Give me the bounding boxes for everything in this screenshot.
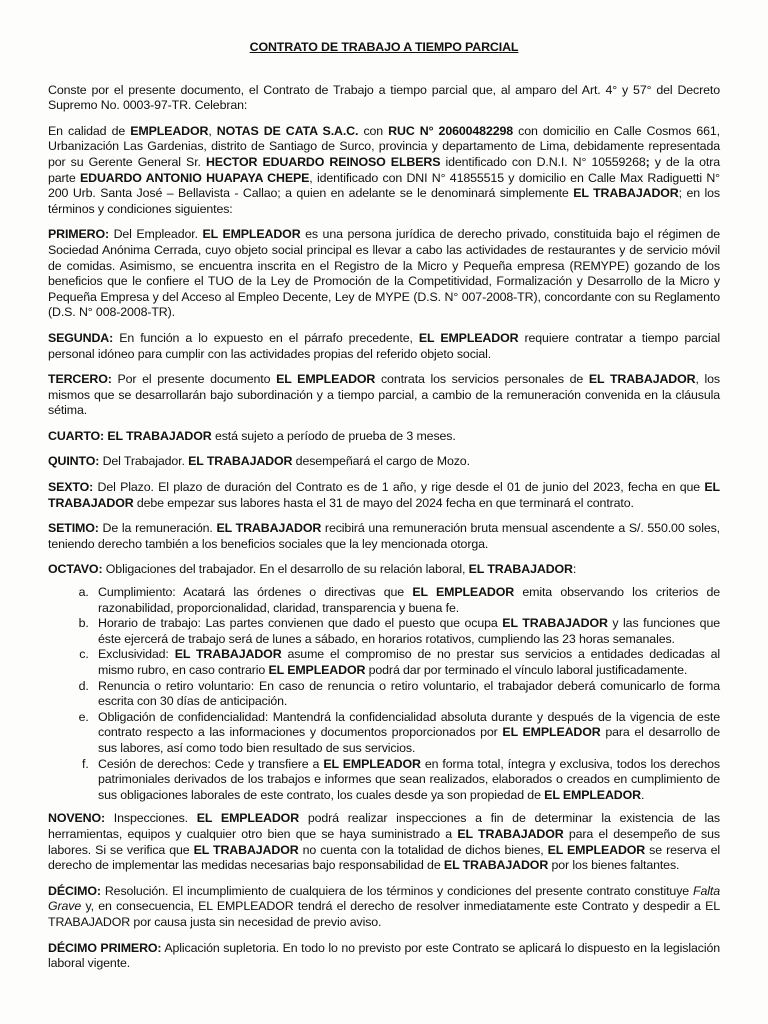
clause-decimo: DÉCIMO: Resolución. El incumplimiento de cualquiera de los términos y condiciones del presente contrato constituye Falta Grave y, en consecuencia, EL EMPLEADOR tendrá el derecho de resolver inmediatamente este Contrato y despedir a EL TRABAJADOR por causa justa sin necesidad de previo aviso. bbox=[48, 883, 720, 929]
clause-heading: TERCERO: bbox=[48, 372, 112, 387]
clause-noveno: NOVENO: Inspecciones. EL EMPLEADOR podrá realizar inspecciones a fin de determinar la existencia de las herramientas, equipos y cualquier otro bien que se haya suministrado a EL TRABAJADOR para el desempeño de sus labores. Si se verifica que EL TRABAJADOR no cuenta con la totalidad de dichos bienes, EL EMPLEADOR se reserva el derecho de implementar las medidas necesarias bajo responsabilidad de EL TRABAJADOR por los bienes faltantes. bbox=[48, 811, 721, 873]
clause-tercero: TERCERO: Por el presente documento EL EMPLEADOR contrata los servicios personales de EL TRABAJADOR, los mismos que se desarrollarán bajo subordinación y a tiempo parcial, a cambio de la remuneración convenida en la cláusula sétima. bbox=[48, 372, 720, 418]
clause-cuarto: CUARTO: EL TRABAJADOR está sujeto a período de prueba de 3 meses. bbox=[48, 428, 456, 443]
clause-heading: OCTAVO: bbox=[48, 562, 103, 577]
clause-heading: DÉCIMO PRIMERO: bbox=[48, 940, 162, 955]
clause-heading: SETIMO: bbox=[48, 521, 99, 536]
list-item: b. Horario de trabajo: Las partes convienen que dado el puesto que ocupa EL TRABAJADOR y las funciones que éste ejercerá de trabajo será de lunes a sábado, en horarios rotativos, cumpliendo las 23 horas semanales. bbox=[92, 616, 720, 647]
intro-paragraph: Conste por el presente documento, el Contrato de Trabajo a tiempo parcial que, al amparo del Art. 4° y 57° del Decreto Supremo No. 0003-97-TR. Celebran: bbox=[48, 82, 720, 113]
document-title: CONTRATO DE TRABAJO A TIEMPO PARCIAL bbox=[249, 40, 519, 54]
list-item: f. Cesión de derechos: Cede y transfiere a EL EMPLEADOR en forma total, íntegra y exclusiva, todos los derechos patrimoniales derivados de los trabajos e informes que sean realizados, elaborados o creados en cumplimiento de sus obligaciones laborales de este contrato, los cuales desde ya son propiedad de EL EMPLEADOR. bbox=[92, 757, 720, 804]
parties-paragraph: En calidad de EMPLEADOR, NOTAS DE CATA S.A.C. con RUC N° 20600482298 con domicilio en Calle Cosmos 661, Urbanización Las Gardenias, distrito de Santiago de Surco, provincia y departamento de Lima, debidamente representada por su Gerente General Sr. HECTOR EDUARDO REINOSO ELBERS identificado con D.N.I. N° 10559268; y de la otra parte EDUARDO ANTONIO HUAPAYA CHEPE, identificado con DNI N° 41855515 y domicilio en Calle Max Radiguetti N° 200 Urb. Santa José – Bellavista - Callao; a quien en adelante se le denominará simplemente EL TRABAJADOR; en los términos y condiciones siguientes: bbox=[48, 123, 721, 216]
clause-heading: SEGUNDA: bbox=[48, 330, 114, 345]
list-item: c. Exclusividad: EL TRABAJADOR asume el compromiso de no prestar sus servicios a entidades dedicadas al mismo rubro, en caso contrario EL EMPLEADOR podrá dar por terminado el vínculo laboral justificadamente. bbox=[92, 647, 720, 678]
clause-heading: QUINTO: bbox=[48, 454, 100, 469]
clause-decimo-primero: DÉCIMO PRIMERO: Aplicación supletoria. En todo lo no previsto por este Contrato se aplicará lo dispuesto en la legislación laboral vigente. bbox=[48, 940, 720, 971]
clause-heading: CUARTO: EL TRABAJADOR bbox=[48, 428, 212, 443]
clause-sexto: SEXTO: Del Plazo. El plazo de duración del Contrato es de 1 año, y rige desde el 01 de junio del 2023, fecha en que EL TRABAJADOR debe empezar sus labores hasta el 31 de mayo del 2024 fecha en que terminará el contrato. bbox=[48, 480, 720, 510]
clause-heading: NOVENO: bbox=[48, 811, 105, 826]
clause-heading: SEXTO: bbox=[48, 480, 94, 495]
clause-octavo: OCTAVO: Obligaciones del trabajador. En el desarrollo de su relación laboral, EL TRABAJADOR: bbox=[48, 562, 577, 577]
list-item: d. Renuncia o retiro voluntario: En caso de renuncia o retiro voluntario, el trabajador deberá comunicarlo de forma escrita con 30 días de anticipación. bbox=[92, 679, 720, 710]
obligations-list bbox=[48, 585, 720, 803]
clause-segunda: SEGUNDA: En función a lo expuesto en el párrafo precedente, EL EMPLEADOR requiere contratar a tiempo parcial personal idóneo para cumplir con las actividades propias del referido objeto social. bbox=[48, 330, 720, 361]
clause-heading: DÉCIMO: bbox=[48, 883, 101, 898]
clause-heading: PRIMERO: bbox=[48, 227, 109, 242]
list-item: a. Cumplimiento: Acatará las órdenes o directivas que EL EMPLEADOR emita observando los criterios de razonabilidad, proporcionalidad, claridad, transparencia y buena fe. bbox=[92, 585, 720, 616]
list-item: e. Obligación de confidencialidad: Mantendrá la confidencialidad absoluta durante y después de la vigencia de este contrato respecto a las informaciones y documentos proporcionados por EL EMPLEADOR para el desarrollo de sus labores, así como todo bien resultado de sus servicios. bbox=[92, 710, 720, 757]
clause-setimo: SETIMO: De la remuneración. EL TRABAJADOR recibirá una remuneración bruta mensual ascendente a S/. 550.00 soles, teniendo derecho también a los beneficios sociales que la ley mencionada otorga. bbox=[48, 521, 720, 551]
clause-primero: PRIMERO: Del Empleador. EL EMPLEADOR es una persona jurídica de derecho privado, constituida bajo el régimen de Sociedad Anónima Cerrada, cuyo objeto social principal es llevar a cabo las actividades de restaurantes y de servicio móvil de comidas. Asimismo, se encuentra inscrita en el Registro de la Micro y Pequeña empresa (REMYPE) gozando de los beneficios que le confiere el TUO de la Ley de Promoción de la Competitividad, Formalización y Desarrollo de la Micro y Pequeña Empresa y del Acceso al Empleo Decente, Ley de MYPE (D.S. N° 007-2008-TR), concordante con su Reglamento (D.S. N° 008-2008-TR). bbox=[48, 227, 720, 320]
clause-quinto: QUINTO: Del Trabajador. EL TRABAJADOR desempeñará el cargo de Mozo. bbox=[48, 454, 470, 469]
